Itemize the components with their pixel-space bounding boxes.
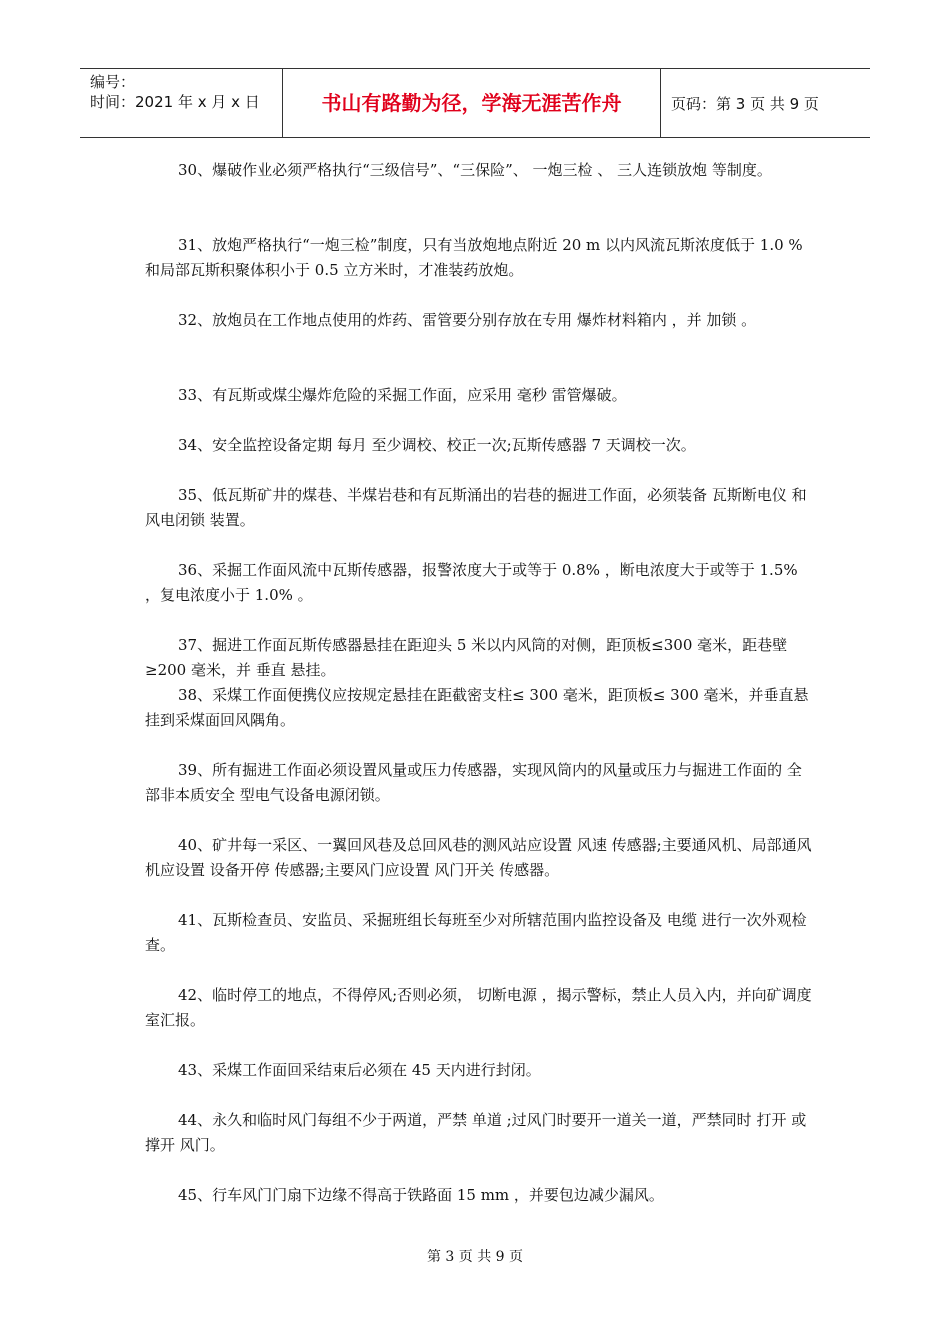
- document-time-label: 时间：2021 年 x 月 x 日: [90, 93, 260, 111]
- paragraph-38: 38、采煤工作面便携仪应按规定悬挂在距截密支柱≤ 300 毫米，距顶板≤ 300 毫米，并垂直悬挂到采煤面回风隅角。: [145, 686, 809, 729]
- paragraph-44: 44、永久和临时风门每组不少于两道，严禁 单道 ;过风门时要开一道关一道，严禁同时 打开 或 撑开 风门。: [145, 1111, 807, 1154]
- paragraph-34: 34、安全监控设备定期 每月 至少调校、校正一次;瓦斯传感器 7 天调校一次。: [178, 436, 696, 454]
- paragraph-31: 31、放炮严格执行“一炮三检”制度，只有当放炮地点附近 20 m 以内风流瓦斯浓度低于 1.0 %和局部瓦斯积聚体积小于 0.5 立方米时，才准装药放炮。: [145, 236, 803, 279]
- header-info-cell: [80, 69, 283, 137]
- paragraph-35: 35、低瓦斯矿井的煤巷、半煤岩巷和有瓦斯涌出的岩巷的掘进工作面，必须装备 瓦斯断电仪 和 风电闭锁 装置。: [145, 486, 807, 529]
- header-motto: 书山有路勤为径，学海无涯苦作舟: [321, 91, 622, 115]
- paragraph-41: 41、瓦斯检查员、安监员、采掘班组长每班至少对所辖范围内监控设备及 电缆 进行一次外观检查。: [145, 911, 807, 954]
- header-motto-cell: [283, 69, 661, 137]
- header-page-cell: [661, 69, 870, 137]
- paragraph-33: 33、有瓦斯或煤尘爆炸危险的采掘工作面，应采用 毫秒 雷管爆破。: [178, 386, 627, 404]
- document-number-label: 编号：: [90, 73, 136, 91]
- page-header: [80, 68, 870, 138]
- paragraph-42: 42、临时停工的地点，不得停风;否则必须， 切断电源 ，揭示警标，禁止人员入内，并向矿调度室汇报。: [145, 986, 812, 1029]
- paragraph-37: 37、掘进工作面瓦斯传感器悬挂在距迎头 5 米以内风筒的对侧，距顶板≤300 毫米，距巷壁≥200 毫米，并 垂直 悬挂。: [145, 636, 788, 679]
- footer-page-number: 第 3 页 共 9 页: [426, 1249, 524, 1265]
- paragraph-30: 30、爆破作业必须严格执行“三级信号”、“三保险”、 一炮三检 、 三人连锁放炮 等制度。: [178, 161, 772, 179]
- paragraph-45: 45、行车风门门扇下边缘不得高于铁路面 15 mm ，并要包边减少漏风。: [178, 1186, 664, 1204]
- paragraph-32: 32、放炮员在工作地点使用的炸药、雷管要分别存放在专用 爆炸材料箱内 ，并 加锁 。: [178, 311, 757, 329]
- header-page-info: 页码：第 3 页 共 9 页: [671, 95, 819, 113]
- paragraph-40: 40、矿井每一采区、一翼回风巷及总回风巷的测风站应设置 风速 传感器;主要通风机、局部通风机应设置 设备开停 传感器;主要风门应设置 风门开关 传感器。: [145, 836, 812, 879]
- paragraph-39: 39、所有掘进工作面必须设置风量或压力传感器，实现风筒内的风量或压力与掘进工作面的 全部非本质安全 型电气设备电源闭锁。: [145, 761, 802, 804]
- page-footer: [0, 1246, 950, 1266]
- paragraph-43: 43、采煤工作面回采结束后必须在 45 天内进行封闭。: [178, 1061, 541, 1079]
- paragraph-36: 36、采掘工作面风流中瓦斯传感器，报警浓度大于或等于 0.8% ，断电浓度大于或等于 1.5% ，复电浓度小于 1.0% 。: [145, 561, 798, 604]
